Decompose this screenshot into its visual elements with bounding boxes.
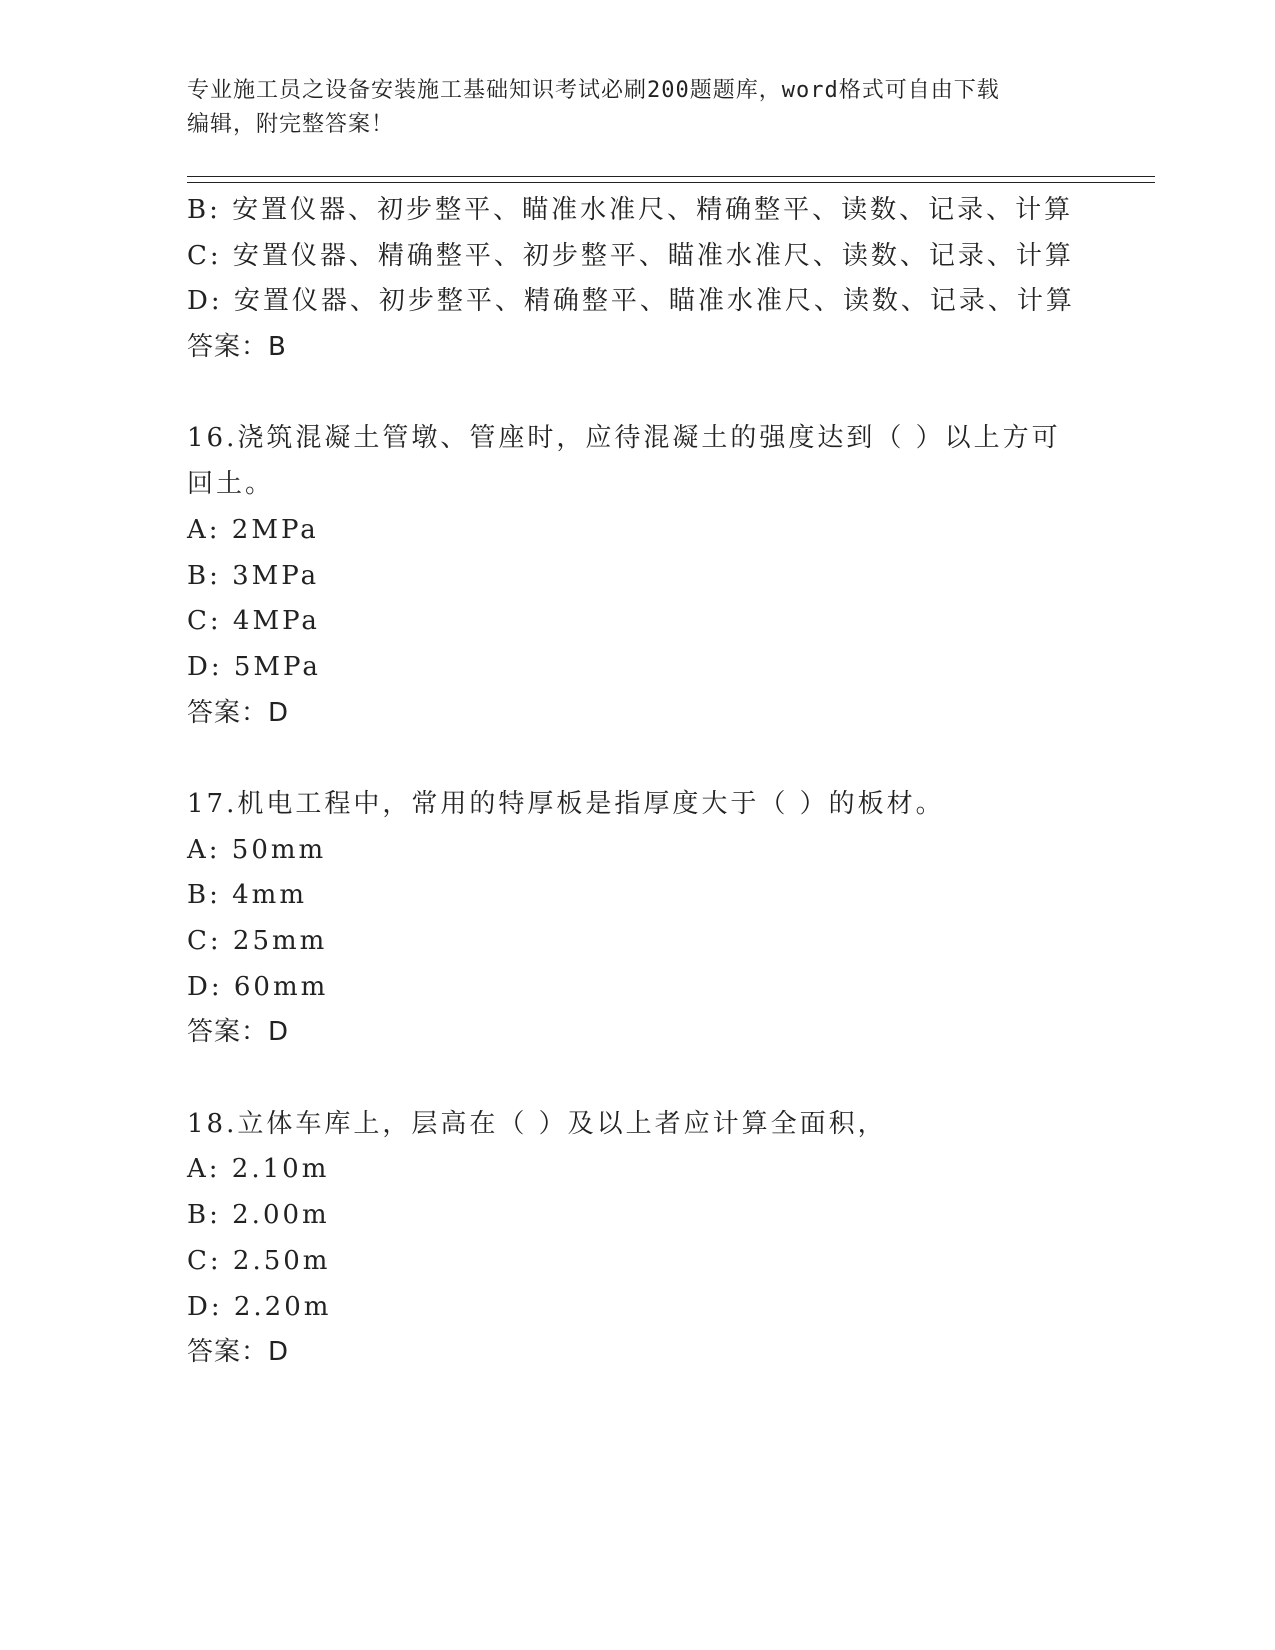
answer-text: 答案：D <box>187 1017 290 1048</box>
question-block-16 <box>187 416 1087 736</box>
header-divider-top <box>187 176 1155 177</box>
option-b: B: 4mm <box>187 880 307 911</box>
question-block-15 <box>187 188 1087 371</box>
option-d: D: 安置仪器、初步整平、精确整平、瞄准水准尺、读数、记录、计算 <box>187 286 1075 317</box>
option-c: C: 25mm <box>187 926 328 956</box>
answer-text: 答案：D <box>187 697 290 728</box>
spacer <box>187 736 1087 782</box>
option-c: C: 安置仪器、精确整平、初步整平、瞄准水准尺、读数、记录、计算 <box>187 240 1074 271</box>
header-line-2: 编辑，附完整答案！ <box>187 112 395 137</box>
question-text: 18.立体车库上，层高在（ ）及以上者应计算全面积， <box>187 1108 887 1139</box>
question-text-continued: 回土。 <box>187 469 275 500</box>
option-a: A: 50mm <box>187 834 327 865</box>
option-a: A: 2.10m <box>187 1154 330 1185</box>
option-d: D: 2.20m <box>187 1291 332 1322</box>
answer-text: 答案：B <box>187 332 287 363</box>
question-text: 17.机电工程中，常用的特厚板是指厚度大于（ ）的板材。 <box>187 788 945 819</box>
question-text: 16.浇筑混凝土管墩、管座时，应待混凝土的强度达到（ ）以上方可 <box>187 423 1061 454</box>
question-list <box>187 188 1087 1376</box>
option-c: C: 4MPa <box>187 606 320 637</box>
option-b: B: 2.00m <box>187 1200 330 1231</box>
option-d: D: 5MPa <box>187 651 321 682</box>
spacer <box>187 371 1087 417</box>
option-a: A: 2MPa <box>187 514 319 545</box>
document-header <box>187 74 1067 142</box>
question-block-18 <box>187 1102 1087 1376</box>
option-b: B: 3MPa <box>187 560 320 591</box>
spacer <box>187 1056 1087 1102</box>
option-c: C: 2.50m <box>187 1245 331 1276</box>
answer-text: 答案：D <box>187 1337 290 1368</box>
header-line-1: 专业施工员之设备安装施工基础知识考试必刷200题题库，word格式可自由下载 <box>187 78 1000 103</box>
question-block-17 <box>187 782 1087 1056</box>
option-d: D: 60mm <box>187 971 329 1002</box>
option-b: B: 安置仪器、初步整平、瞄准水准尺、精确整平、读数、记录、计算 <box>187 195 1074 225</box>
header-divider-bottom <box>187 182 1155 183</box>
